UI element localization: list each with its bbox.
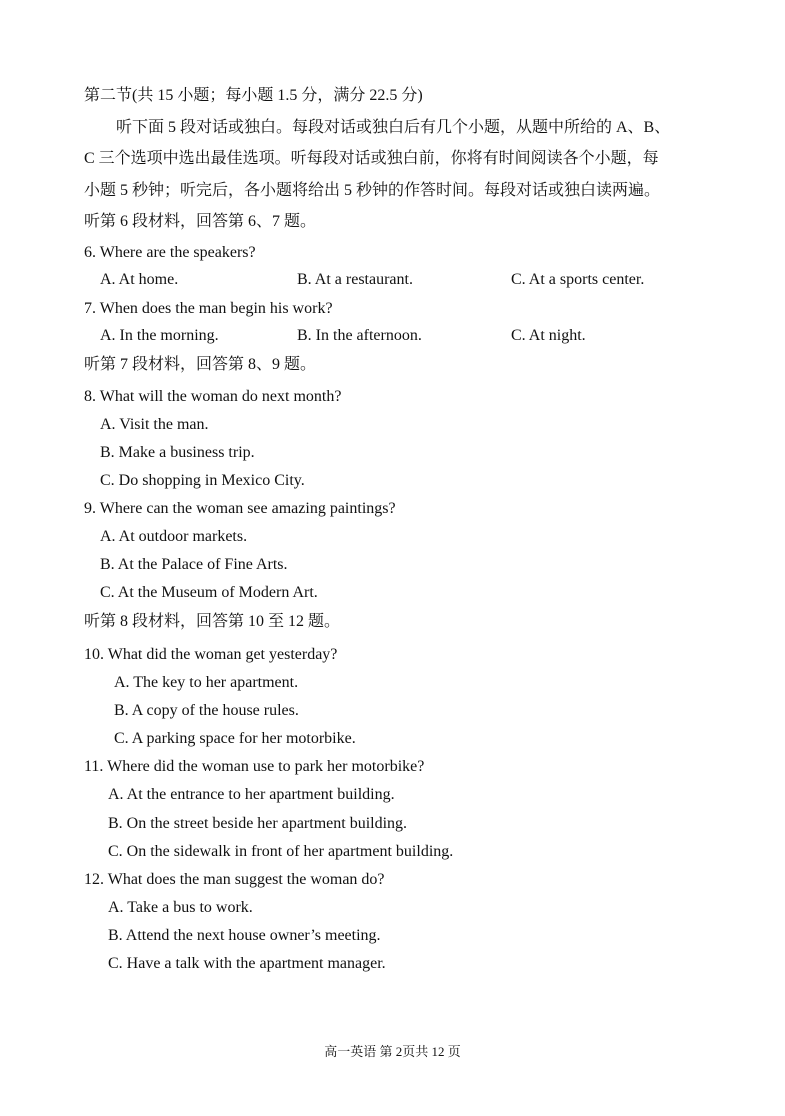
question-6-options [0, 271, 785, 291]
instructions-line-2: C 三个选项中选出最佳选项。听每段对话或独白前，你将有时间阅读各个小题，每 [84, 150, 659, 167]
question-7: 7. When does the man begin his work? [84, 300, 333, 317]
question-9: 9. Where can the woman see amazing paintings? [84, 500, 396, 517]
q6-option-c[interactable]: C. At a sports center. [511, 271, 645, 288]
question-7-options [0, 327, 785, 347]
q11-option-c[interactable]: C. On the sidewalk in front of her apartment building. [108, 843, 454, 860]
q12-option-a[interactable]: A. Take a bus to work. [108, 899, 253, 916]
q8-option-c[interactable]: C. Do shopping in Mexico City. [100, 472, 305, 489]
material-6-header: 听第 6 段材料，回答第 6、7 题。 [84, 213, 317, 230]
q6-option-b[interactable]: B. At a restaurant. [297, 271, 413, 288]
q9-option-c[interactable]: C. At the Museum of Modern Art. [100, 584, 318, 601]
instructions-line-1: 听下面 5 段对话或独白。每段对话或独白后有几个小题，从题中所给的 A、B、 [116, 119, 671, 136]
q7-option-b[interactable]: B. In the afternoon. [297, 327, 422, 344]
question-8: 8. What will the woman do next month? [84, 388, 342, 405]
material-8-header: 听第 8 段材料，回答第 10 至 12 题。 [84, 613, 341, 630]
q6-option-a[interactable]: A. At home. [100, 271, 179, 288]
section-title: 第二节(共 15 小题；每小题 1.5 分，满分 22.5 分) [84, 87, 423, 104]
q7-option-a[interactable]: A. In the morning. [100, 327, 219, 344]
question-6: 6. Where are the speakers? [84, 244, 256, 261]
q7-option-c[interactable]: C. At night. [511, 327, 586, 344]
question-10: 10. What did the woman get yesterday? [84, 646, 338, 663]
q11-option-a[interactable]: A. At the entrance to her apartment building. [108, 786, 395, 803]
q9-option-a[interactable]: A. At outdoor markets. [100, 528, 248, 545]
q10-option-a[interactable]: A. The key to her apartment. [114, 674, 299, 691]
q12-option-b[interactable]: B. Attend the next house owner’s meeting. [108, 927, 381, 944]
question-12: 12. What does the man suggest the woman do? [84, 871, 385, 888]
q10-option-b[interactable]: B. A copy of the house rules. [114, 702, 299, 719]
q8-option-b[interactable]: B. Make a business trip. [100, 444, 255, 461]
question-11: 11. Where did the woman use to park her motorbike? [84, 758, 425, 775]
material-7-header: 听第 7 段材料，回答第 8、9 题。 [84, 356, 317, 373]
q12-option-c[interactable]: C. Have a talk with the apartment manager. [108, 955, 386, 972]
page-footer: 高一英语 第 2页共 12 页 [324, 1044, 461, 1059]
q10-option-c[interactable]: C. A parking space for her motorbike. [114, 730, 356, 747]
instructions-line-3: 小题 5 秒钟；听完后，各小题将给出 5 秒钟的作答时间。每段对话或独白读两遍。 [84, 182, 661, 199]
q11-option-b[interactable]: B. On the street beside her apartment building. [108, 815, 408, 832]
q9-option-b[interactable]: B. At the Palace of Fine Arts. [100, 556, 288, 573]
q8-option-a[interactable]: A. Visit the man. [100, 416, 209, 433]
